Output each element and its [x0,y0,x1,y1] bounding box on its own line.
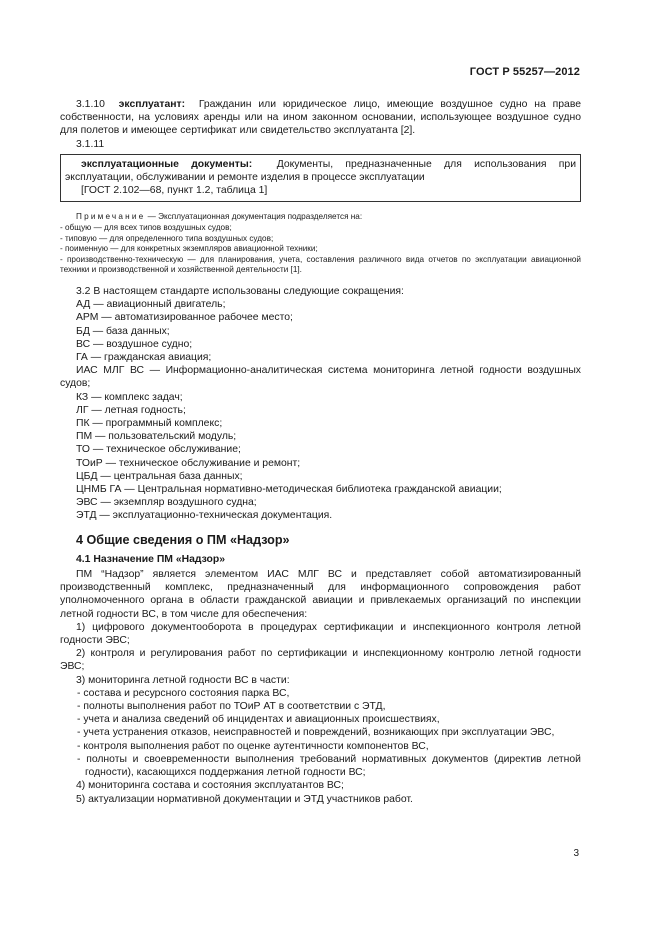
dash-item: - контроля выполнения работ по оценке аутентичности компонентов ВС, [77,740,429,752]
purpose-paragraph: ПМ “Надзор” является элементом ИАС МЛГ ВС и представляет собой автоматизированный производственный комплекс, предназначенный для информационного сопровождения работ уполномоченного органа в области гражданской авиации и привлекаемых организаций по инспекции летной годности ВС, в том числе для обеспечения: [60,569,581,620]
definition-3-1-11 [65,158,576,184]
abbreviation-item: ЦНМБ ГА — Центральная нормативно-методическая библиотека гражданской авиации; [76,484,502,496]
note-intro [60,212,581,223]
note-block [60,212,581,276]
abbreviation-item: ТОиР — техническое обслуживание и ремонт; [76,457,301,469]
note-item: - общую — для всех типов воздушных судов; [60,223,232,233]
abbreviation-item: БД — база данных; [76,325,170,337]
abbreviation-item: ЭТД — эксплуатационно-техническая документация. [76,510,333,522]
abbreviation-item: ЦБД — центральная база данных; [76,470,243,482]
note-item: - производственно-техническую — для планирования, учета, составления различного вида отчетов по эксплуатации авиационной техники и производственной и хозяйственной деятельности [1]. [60,254,581,275]
abbreviation-item: ЛГ — летная годность; [76,404,186,416]
dash-item: - полноты и своевременности выполнения требований нормативных документов (директив летной годности), касающихся поддержания летной годности ВС; [77,753,581,779]
abbreviations-intro: 3.2 В настоящем стандарте использованы следующие сокращения: [76,285,404,297]
definition-3-1-10 [60,98,581,138]
dash-item: - полноты выполнения работ по ТОиР АТ в соответствии с ЭТД, [77,701,386,713]
abbreviation-item: ПК — программный комплекс; [76,418,223,430]
numbered-item: 4) мониторинга состава и состояния эксплуатантов ВС; [76,780,344,792]
numbered-item: 1) цифрового документооборота в процедурах сертификации и инспекционного контроля летной годности ЭВС; [60,621,581,647]
abbreviation-item: ЭВС — экземпляр воздушного судна; [76,497,257,509]
abbreviation-item: ГА — гражданская авиация; [76,352,212,363]
abbreviation-item: ИАС МЛГ ВС — Информационно-аналитическая система мониторинга летной годности воздушных судов; [60,365,581,390]
definition-reference: [ГОСТ 2.102—68, пункт 1.2, таблица 1] [81,185,268,197]
subsection-heading: 4.1 Назначение ПМ «Надзор» [76,553,226,565]
abbreviations-list [60,285,581,523]
numbered-item: 5) актуализации нормативной документации и ЭТД участников работ. [76,793,413,805]
numbered-item: 2) контроля и регулирования работ по сертификации и инспекционному контролю летной годности ЭВС; [60,648,581,673]
section-heading: 4 Общие сведения о ПМ «Надзор» [76,532,290,547]
dash-item: - учета устранения отказов, неисправностей и повреждений, возникающих при эксплуатации ЭВС, [77,727,555,739]
abbreviation-item: АРМ — автоматизированное рабочее место; [76,312,293,324]
definition-text: Документы, предназначенные для использования при эксплуатации, обслуживании и ремонте изделия в процессе эксплуатации [65,158,576,184]
definition-box [60,154,581,203]
abbreviation-item: ВС — воздушное судно; [76,338,193,350]
term: эксплуатационные документы: [81,158,253,170]
dash-item: - состава и ресурсного состояния парка ВС, [77,687,290,699]
numbered-item: 3) мониторинга летной годности ВС в части: [76,674,290,686]
note-intro-text: — Эксплуатационная документация подразделяется на: [145,212,363,222]
page-content [60,98,581,806]
page-number: 3 [573,848,579,859]
term: эксплуатант: [118,99,186,110]
standard-header: ГОСТ Р 55257—2012 [469,66,580,78]
clause-number-3-1-11: 3.1.11 [76,138,105,150]
clause-number: 3.1.10 [76,99,105,110]
note-label: Примечание [76,212,146,222]
note-item: - поименную — для конкретных экземпляров авиационной техники; [60,244,318,254]
definition-text: Гражданин или юридическое лицо, имеющие воздушное судно на праве собственности, на условиях аренды или на ином законном основании, использующее воздушное судно для полетов и имеющее сертификат или свидетельство эксплуатанта [2]. [60,99,581,137]
note-item: - типовую — для определенного типа воздушных судов; [60,233,274,243]
abbreviation-item: ТО — техническое обслуживание; [76,444,241,456]
abbreviation-item: АД — авиационный двигатель; [76,299,226,311]
dash-item: - учета и анализа сведений об инцидентах и авиационных происшествиях, [77,714,440,726]
abbreviation-item: ПМ — пользовательский модуль; [76,431,237,443]
abbreviation-item: КЗ — комплекс задач; [76,391,183,403]
